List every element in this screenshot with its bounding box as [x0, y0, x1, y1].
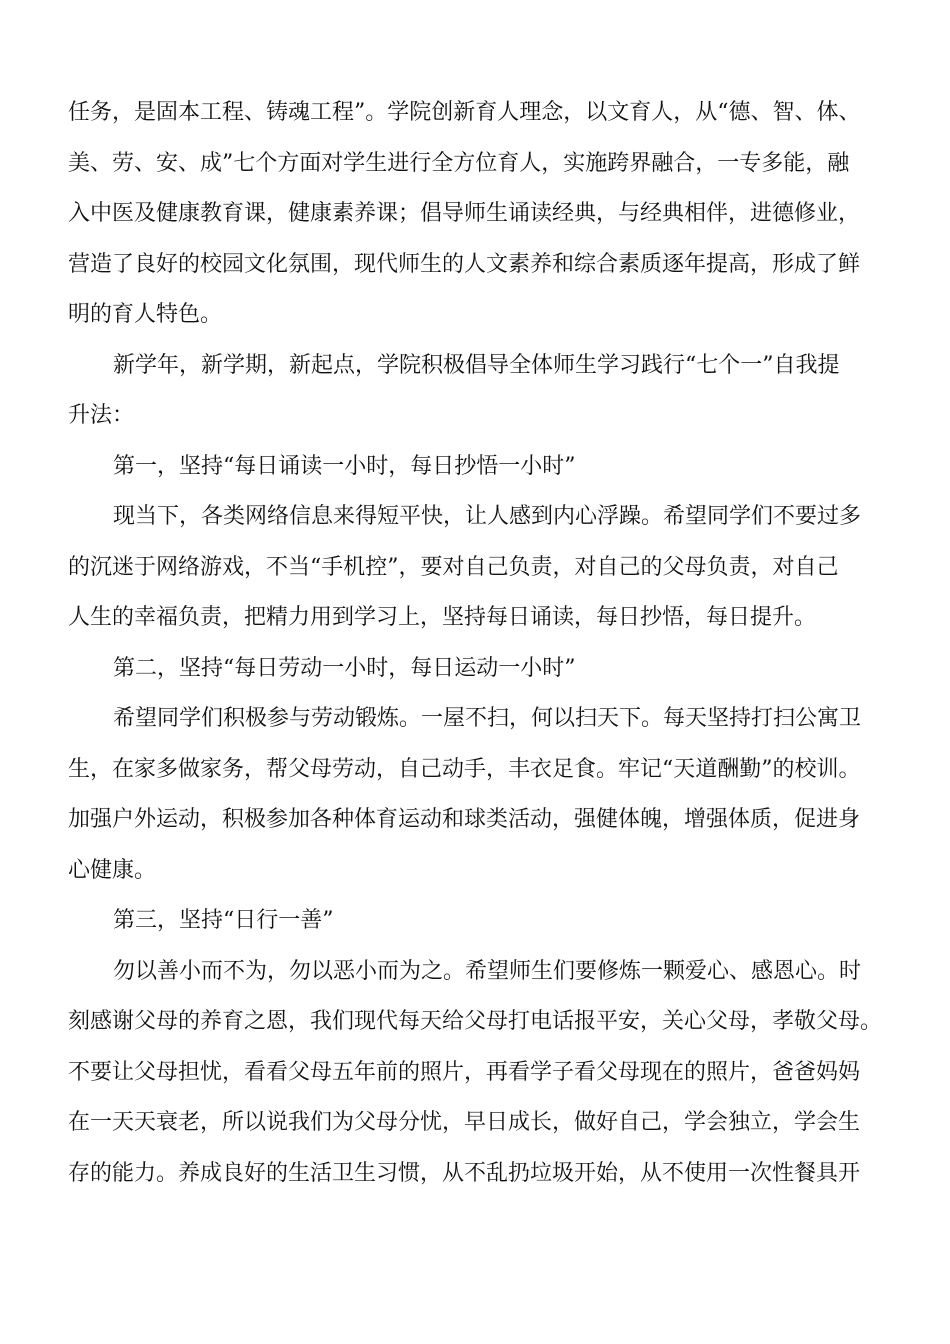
section-heading-3: 第三，坚持“日行一善” — [113, 908, 334, 933]
text-line: 心健康。 — [68, 857, 157, 883]
section-heading-2: 第二，坚持“每日劳动一小时，每日运动一小时” — [113, 655, 576, 681]
paragraph-start-line: 新学年，新学期，新起点，学院积极倡导全体师生学习践行“七个一”自我提 — [113, 352, 840, 378]
document-body — [68, 88, 896, 1199]
paragraph-start-line: 现当下，各类网络信息来得短平快，让人感到内心浮躁。希望同学们不要过多 — [113, 504, 862, 529]
text-line: 生，在家多做家务，帮父母劳动，自己动手，丰衣足食。牢记“天道酬勤”的校训。 — [68, 756, 861, 782]
text-line: 美、劳、安、成”七个方面对学生进行全方位育人，实施跨界融合，一专多能，融 — [68, 150, 850, 176]
text-line: 不要让父母担忧，看看父母五年前的照片，再看学子看父母现在的照片，爸爸妈妈 — [68, 1059, 861, 1085]
text-line: 存的能力。养成良好的生活卫生习惯，从不乱扔垃圾开始，从不使用一次性餐具开 — [68, 1160, 861, 1186]
text-line: 明的育人特色。 — [68, 302, 223, 327]
text-line: 任务，是固本工程、铸魂工程”。学院创新育人理念，以文育人，从“德、智、体、 — [68, 100, 861, 125]
text-line: 刻感谢父母的养育之恩，我们现代每天给父母打电话报平安，关心父母，孝敬父母。 — [68, 1009, 883, 1034]
text-line: 的沉迷于网络游戏，不当“手机控”，要对自己负责，对自己的父母负责，对自己 — [68, 554, 839, 580]
text-line: 加强户外运动，积极参加各种体育运动和球类活动，强健体魄，增强体质，促进身 — [68, 807, 861, 832]
text-line: 人生的幸福负责，把精力用到学习上，坚持每日诵读，每日抄悟，每日提升。 — [68, 605, 817, 630]
text-line: 入中医及健康教育课，健康素养课；倡导师生诵读经典，与经典相伴，进德修业， — [68, 201, 861, 226]
section-heading-1: 第一，坚持“每日诵读一小时，每日抄悟一小时” — [113, 453, 576, 479]
paragraph-start-line: 勿以善小而不为，勿以恶小而为之。希望师生们要修炼一颗爱心、感恩心。时 — [113, 958, 862, 984]
text-line: 营造了良好的校园文化氛围，现代师生的人文素养和综合素质逐年提高，形成了鲜 — [68, 251, 861, 277]
paragraph-start-line: 希望同学们积极参与劳动锻炼。一屋不扫，何以扫天下。每天坚持打扫公寓卫 — [113, 706, 862, 731]
text-line: 升法： — [68, 403, 135, 428]
text-line: 在一天天衰老，所以说我们为父母分忧，早日成长，做好自己，学会独立，学会生 — [68, 1110, 861, 1135]
